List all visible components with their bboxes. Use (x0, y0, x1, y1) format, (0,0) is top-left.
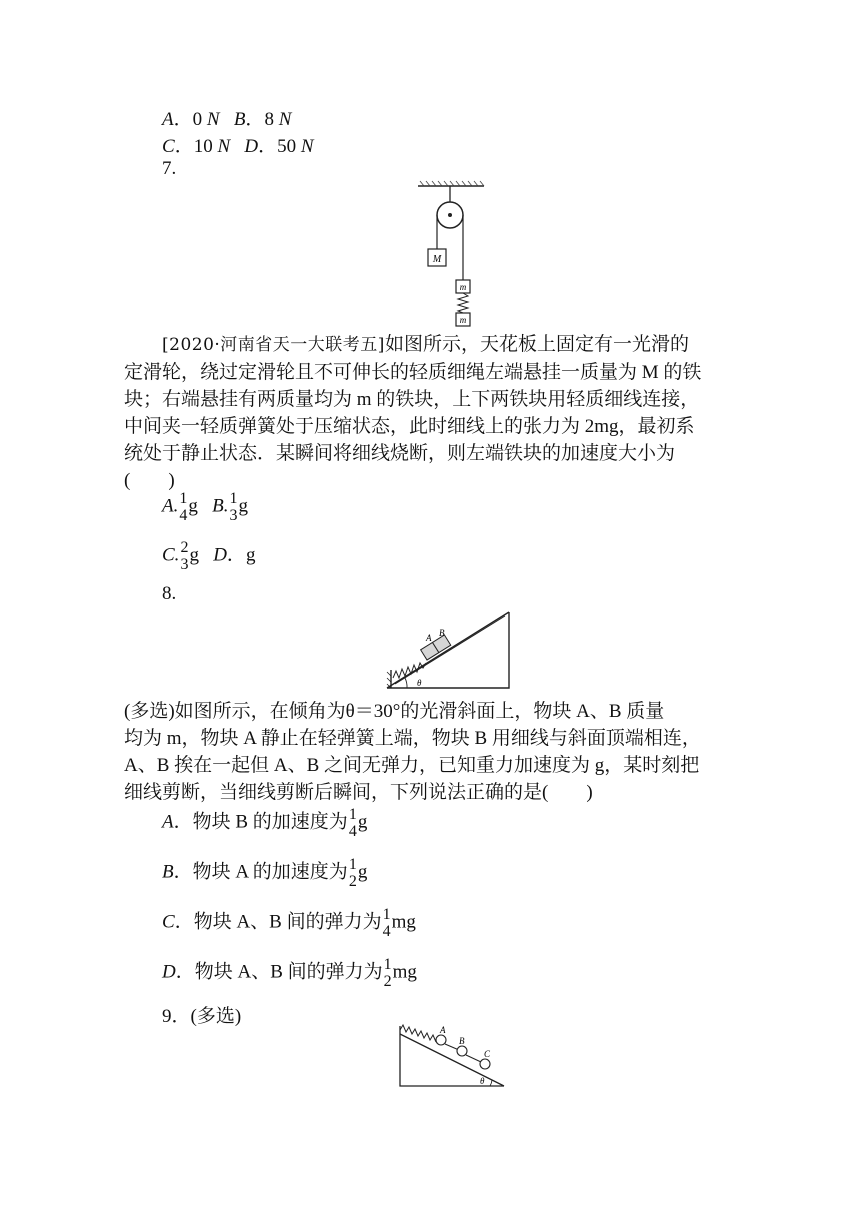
option-d-value: 50 (277, 136, 297, 157)
option-c-unit: N (217, 136, 231, 157)
q6-options-line2: C．10 N D．50 N (162, 136, 314, 157)
q8-option-b: B．物块 A 的加速度为 1 2 g (162, 856, 368, 890)
q8-option-b-denominator: 2 (348, 873, 357, 890)
q8-option-b-letter: B (162, 861, 174, 883)
q7-option-d-label: D (213, 544, 227, 566)
option-d-unit: N (300, 136, 314, 157)
q7-stem-line2: 定滑轮，绕过定滑轮且不可伸长的轻质细绳左端悬挂一质量为 M 的铁 (124, 362, 702, 383)
q7-option-a-unit: g (188, 495, 198, 517)
option-a-value: 0 (192, 109, 203, 130)
q9-incline-figure (396, 1022, 508, 1088)
q7-pulley-figure (410, 180, 490, 328)
q7-option-a-denominator: 4 (179, 507, 188, 524)
q8-option-d-denominator: 2 (383, 973, 392, 990)
q8-stem-line2: 均为 m，物块 A 静止在轻弹簧上端，物块 B 用细线与斜面顶端相连， (124, 728, 701, 749)
q8-fig-label-B: B (439, 628, 445, 638)
q8-incline-figure (383, 608, 513, 694)
q8-option-c-numerator: 1 (382, 906, 391, 923)
q8-stem-line4: 细线剪断，当细线剪断后瞬间，下列说法正确的是( ) (124, 782, 593, 803)
q8-number: 8. (162, 583, 177, 604)
q7-option-c-fraction (180, 539, 188, 573)
q7-options-ab (162, 490, 248, 524)
q7-source: [2020·河南省天一大联考五] (162, 335, 385, 355)
q8-option-c-letter: C (162, 911, 175, 933)
q7-number: 7. (162, 158, 177, 179)
q8-option-c: C．物块 A、B 间的弹力为 1 4 mg (162, 906, 416, 940)
q7-option-b-denominator: 3 (229, 507, 238, 524)
q6-options-line1: A．0 N B．8 N (162, 109, 292, 130)
option-a-unit: N (206, 109, 220, 130)
q7-fig-label-m1: m (459, 282, 467, 292)
option-c-value: 10 (193, 136, 213, 157)
q7-stem-line3: 块；右端悬挂有两质量均为 m 的铁块，上下两铁块用轻质细线连接， (124, 389, 700, 410)
q7-answer-paren: ( ) (124, 470, 175, 491)
q9-tag: (多选) (190, 1006, 242, 1027)
q8-option-a-unit: g (357, 811, 368, 833)
q8-fig-label-theta: θ (417, 678, 422, 688)
q7-option-b-unit: g (238, 495, 248, 517)
q7-options-cd: C. 2 3 g D．g (162, 539, 256, 573)
option-b-value: 8 (264, 109, 274, 130)
q8-stem-line1: (多选)如图所示，在倾角为θ＝30°的光滑斜面上，物块 A、B 质量 (124, 701, 665, 722)
q7-stem-1: 如图所示，天花板上固定有一光滑的 (384, 334, 689, 355)
q7-option-d-text: g (245, 544, 256, 566)
q8-option-a-denominator: 4 (348, 823, 357, 840)
q8-stem-line3: A、B 挨在一起但 A、B 之间无弹力，已知重力加速度为 g，某时刻把 (124, 755, 700, 776)
q7-option-b-label: B. (212, 495, 229, 517)
q8-option-a-letter: A (162, 811, 174, 833)
q8-option-a-text: 物块 B 的加速度为 (192, 811, 348, 833)
q8-option-d-letter: D (162, 961, 176, 983)
q7-fig-label-M: M (432, 254, 442, 265)
q8-option-b-fraction (349, 856, 357, 890)
q8-option-c-denominator: 4 (382, 923, 391, 940)
q8-option-c-text: 物块 A、B 间的弹力为 (193, 911, 382, 933)
q7-option-c-numerator: 2 (180, 539, 189, 556)
option-a-letter: A (162, 109, 174, 130)
q9-fig-label-C: C (484, 1049, 491, 1059)
q8-option-d-numerator: 1 (383, 956, 392, 973)
q8-option-b-text: 物块 A 的加速度为 (192, 861, 348, 883)
q7-option-a-numerator: 1 (179, 490, 188, 507)
option-c-letter: C (162, 136, 175, 157)
q9-fig-label-theta: θ (480, 1076, 485, 1086)
q7-stem-line1 (162, 329, 689, 356)
q8-option-c-fraction (383, 906, 391, 940)
q7-option-c-label: C. (162, 544, 180, 566)
q8-option-b-unit: g (357, 861, 368, 883)
q8-option-a: A．物块 B 的加速度为 1 4 g (162, 806, 368, 840)
q7-stem-line5: 统处于静止状态．某瞬间将细线烧断，则左端铁块的加速度大小为 (124, 443, 676, 464)
q7-option-c-unit: g (189, 544, 199, 566)
q7-fig-label-m2: m (459, 315, 467, 325)
q8-option-a-fraction (349, 806, 357, 840)
q7-option-a-label: A. (162, 495, 179, 517)
q8-option-b-numerator: 1 (348, 856, 357, 873)
option-b-letter: B (233, 109, 246, 130)
q8-option-d-text: 物块 A、B 间的弹力为 (194, 961, 383, 983)
q8-option-c-unit: mg (391, 911, 416, 933)
option-b-unit: N (278, 109, 292, 130)
q7-option-b-numerator: 1 (229, 490, 238, 507)
q8-option-a-numerator: 1 (348, 806, 357, 823)
q8-option-d-fraction (384, 956, 392, 990)
q9-fig-label-B: B (459, 1036, 465, 1046)
q7-option-c-denominator: 3 (180, 556, 189, 573)
q7-option-a-fraction (179, 490, 187, 524)
q8-option-d-unit: mg (392, 961, 417, 983)
q7-option-b-fraction (229, 490, 237, 524)
option-d-letter: D (244, 136, 259, 157)
q8-option-d: D．物块 A、B 间的弹力为 1 2 mg (162, 956, 417, 990)
q8-fig-label-A: A (426, 633, 432, 643)
q9-header (162, 1001, 241, 1028)
q9-fig-label-A: A (440, 1025, 446, 1035)
q7-stem-line4: 中间夹一轻质弹簧处于压缩状态，此时细线上的张力为 2mg，最初系 (124, 416, 695, 437)
q9-number: 9． (162, 1006, 191, 1027)
